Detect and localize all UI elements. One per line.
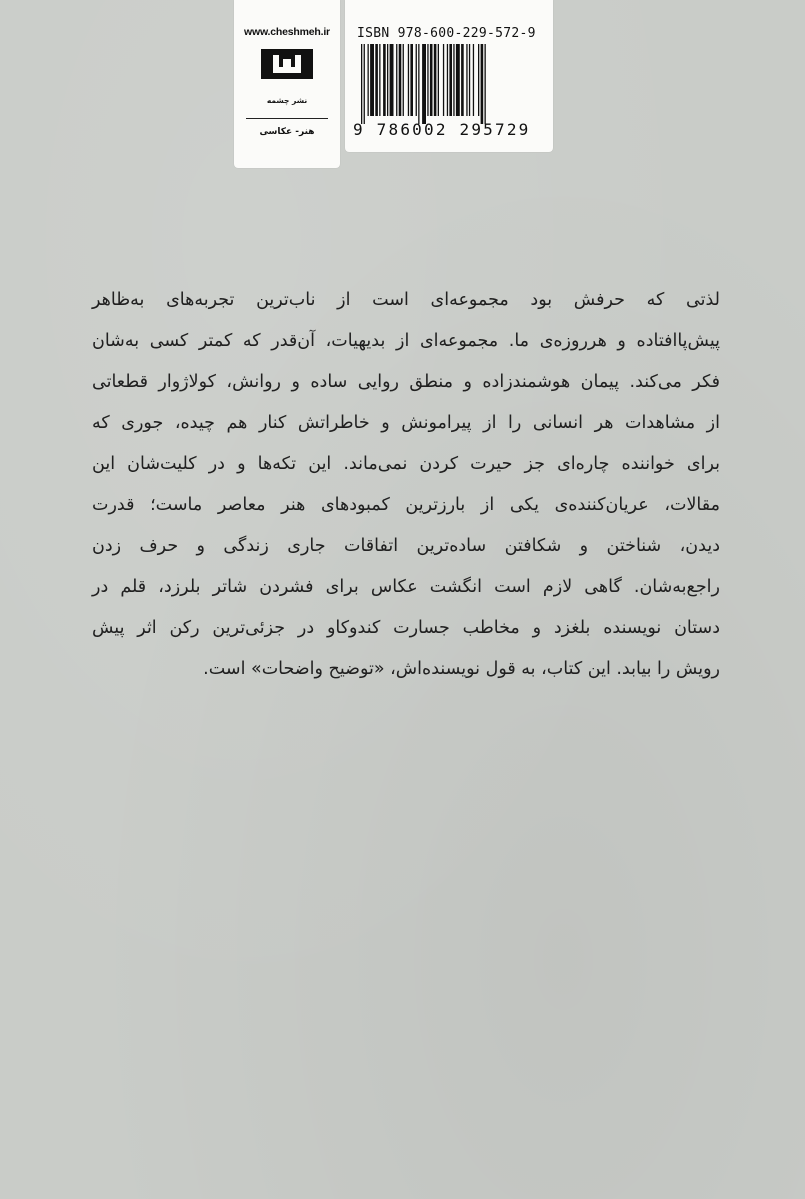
- blurb-line: پیش‌پاافتاده و هرروزه‌ی ما. مجموعه‌ای از بدیهیات، آن‌قدر که کمتر کسی به‌شان: [92, 331, 720, 351]
- publisher-url: www.cheshmeh.ir: [244, 26, 330, 38]
- publisher-logo-icon: [261, 45, 313, 93]
- blurb-line: برای خواننده چاره‌ای جز حیرت کردن نمی‌ماند. این تکه‌ها و در کلیت‌شان این: [92, 454, 720, 474]
- blurb-line: دیدن، شناختن و شکافتن ساده‌ترین اتفاقات جاری زندگی و حرف زدن: [92, 536, 720, 556]
- isbn-text: ISBN 978-600-229-572-9: [357, 26, 536, 41]
- blurb-line: لذتی که حرفش بود مجموعه‌ای است از ناب‌ترین تجربه‌های به‌ظاهر: [92, 290, 720, 310]
- publisher-name: نشر چشمه: [266, 96, 308, 105]
- barcode-label: [345, 0, 553, 152]
- blurb-line: دستان نویسنده بلغزد و مخاطب جسارت کندوکاو در جزئی‌ترین رکن اثر پیش: [92, 618, 720, 638]
- blurb-line: از مشاهدات هر انسانی را از پیرامونش و خاطراتش کنار هم چیده، جوری که: [92, 413, 720, 433]
- blurb-line: فکر می‌کند. پیمان هوشمندزاده و منطق روایی ساده و روانش، کولاژوار قطعاتی: [92, 372, 720, 392]
- divider: [246, 118, 328, 119]
- blurb-line: رویش را بیابد. این کتاب، به قول نویسنده‌اش، «توضیح واضحات» است.: [203, 659, 720, 679]
- blurb-line: راجع‌به‌شان. گاهی لازم است انگشت عکاس برای فشردن شاتر بلرزد، قلم در: [92, 577, 720, 597]
- blurb-line: مقالات، عریان‌کننده‌ی یکی از بارزترین کمبودهای هنر معاصر ماست؛ قدرت: [92, 495, 720, 515]
- publisher-label: [234, 0, 340, 168]
- barcode-bars: [359, 44, 539, 124]
- subject-label: هنر- عکاسی: [259, 127, 315, 137]
- barcode-digits: 9 786002 295729: [353, 120, 531, 139]
- back-cover-blurb: [92, 280, 720, 690]
